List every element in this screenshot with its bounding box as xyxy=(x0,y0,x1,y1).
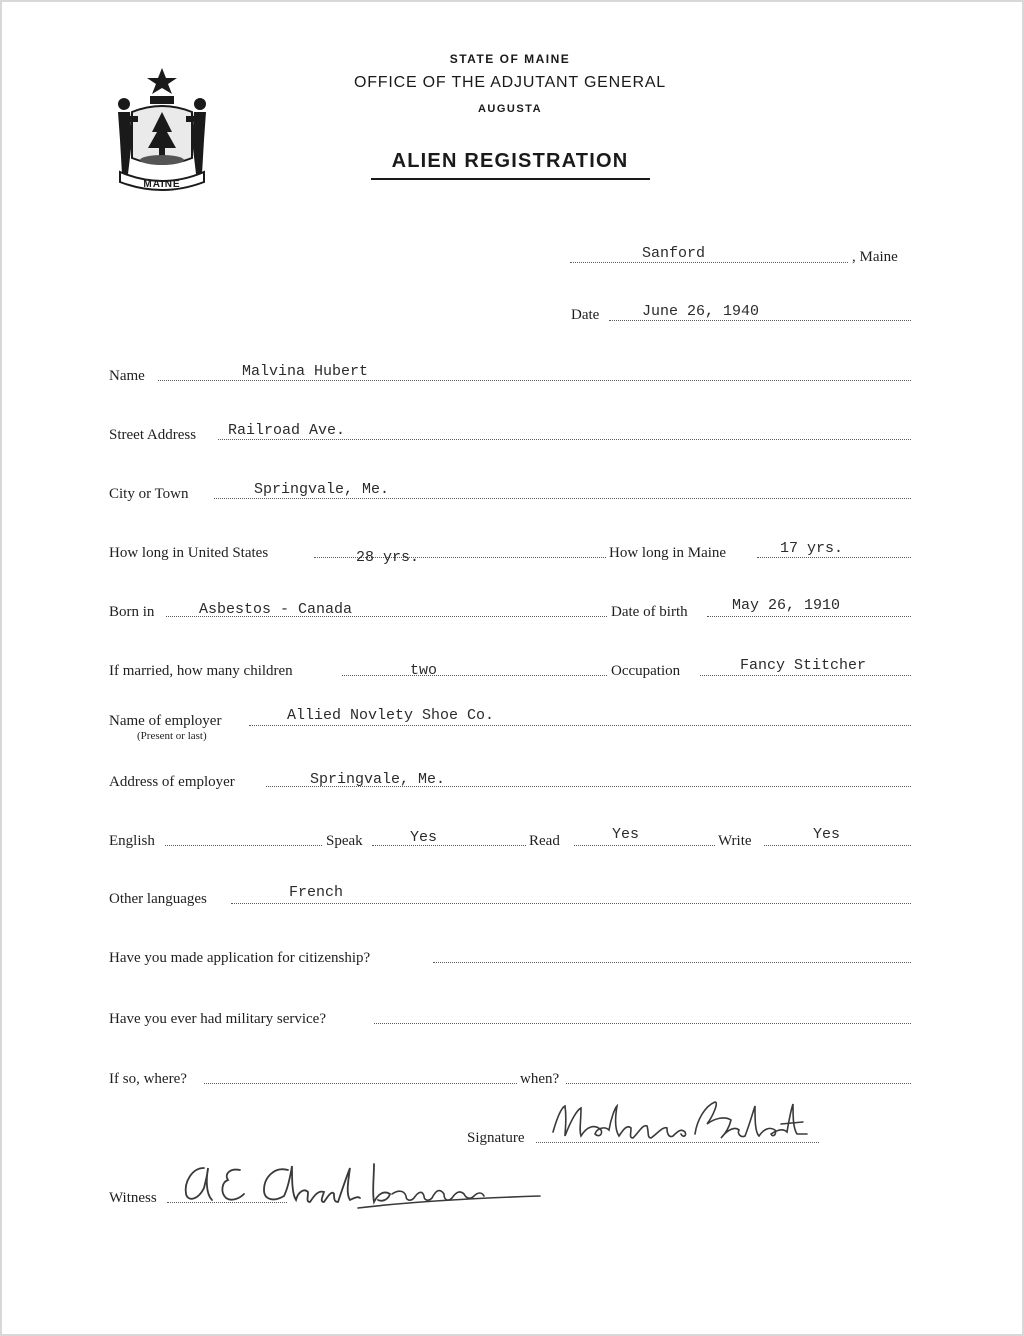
citizenship-label: Have you made application for citizenship? xyxy=(109,950,371,966)
date-value: June 26, 1940 xyxy=(642,303,760,320)
employer-address-value: Springvale, Me. xyxy=(310,771,446,788)
military-label: Have you ever had military service? xyxy=(109,1011,326,1027)
signature-label: Signature xyxy=(467,1130,525,1146)
military-line xyxy=(374,1023,911,1024)
speak-value: Yes xyxy=(410,829,438,846)
other-languages-label: Other languages xyxy=(109,891,207,907)
when-label: when? xyxy=(520,1071,560,1087)
write-label: Write xyxy=(718,833,752,849)
speak-line xyxy=(372,845,526,846)
children-value: two xyxy=(410,662,438,679)
state-label: , Maine xyxy=(852,249,898,265)
maine-duration-line xyxy=(757,557,911,558)
other-languages-value: French xyxy=(289,884,344,901)
maine-state-seal-icon xyxy=(110,66,214,194)
employer-line xyxy=(249,725,911,726)
maine-duration-value: 17 yrs. xyxy=(780,540,844,557)
us-duration-value: 28 yrs. xyxy=(356,549,420,566)
signature-handwriting xyxy=(545,1090,825,1150)
where-label: If so, where? xyxy=(109,1071,187,1087)
employer-value: Allied Novlety Shoe Co. xyxy=(287,707,495,724)
svg-text:MAINE: MAINE xyxy=(143,179,181,190)
read-line xyxy=(574,845,715,846)
name-value: Malvina Hubert xyxy=(242,363,369,380)
street-line xyxy=(218,439,911,440)
write-value: Yes xyxy=(813,826,841,843)
street-label: Street Address xyxy=(109,427,197,443)
children-line xyxy=(342,675,607,676)
read-label: Read xyxy=(529,833,560,849)
birthplace-label: Born in xyxy=(109,604,155,620)
citizenship-line xyxy=(433,962,911,963)
occupation-label: Occupation xyxy=(611,663,681,679)
when-line xyxy=(566,1083,911,1084)
header-office: OFFICE OF THE ADJUTANT GENERAL xyxy=(353,74,667,91)
dob-value: May 26, 1910 xyxy=(732,597,841,614)
where-line xyxy=(204,1083,517,1084)
employer-label: Name of employer xyxy=(109,713,222,729)
city-value: Springvale, Me. xyxy=(254,481,390,498)
header-state: STATE OF MAINE xyxy=(449,52,571,66)
other-languages-line xyxy=(231,903,911,904)
write-line xyxy=(764,845,911,846)
header-city: AUGUSTA xyxy=(477,103,543,115)
city-label: City or Town xyxy=(109,486,189,502)
english-label: English xyxy=(109,833,155,849)
town-value: Sanford xyxy=(642,245,706,262)
date-line xyxy=(609,320,911,321)
speak-label: Speak xyxy=(326,833,363,849)
town-line xyxy=(570,262,848,263)
date-label: Date xyxy=(571,307,600,323)
street-value: Railroad Ave. xyxy=(228,422,346,439)
employer-sublabel: (Present or last) xyxy=(137,730,207,742)
occupation-line xyxy=(700,675,911,676)
read-value: Yes xyxy=(612,826,640,843)
birthplace-value: Asbestos - Canada xyxy=(199,601,353,618)
maine-duration-label: How long in Maine xyxy=(609,545,727,561)
children-label: If married, how many children xyxy=(109,663,293,679)
english-line xyxy=(165,845,322,846)
name-line xyxy=(158,380,911,381)
title-underline xyxy=(371,178,650,180)
city-line xyxy=(214,498,911,499)
name-label: Name xyxy=(109,368,145,384)
dob-label: Date of birth xyxy=(611,604,688,620)
dob-line xyxy=(707,616,911,617)
employer-address-label: Address of employer xyxy=(109,774,235,790)
us-duration-label: How long in United States xyxy=(109,545,269,561)
witness-handwriting xyxy=(178,1158,548,1218)
occupation-value: Fancy Stitcher xyxy=(740,657,867,674)
witness-label: Witness xyxy=(109,1190,157,1206)
form-title: ALIEN REGISTRATION xyxy=(391,150,629,172)
